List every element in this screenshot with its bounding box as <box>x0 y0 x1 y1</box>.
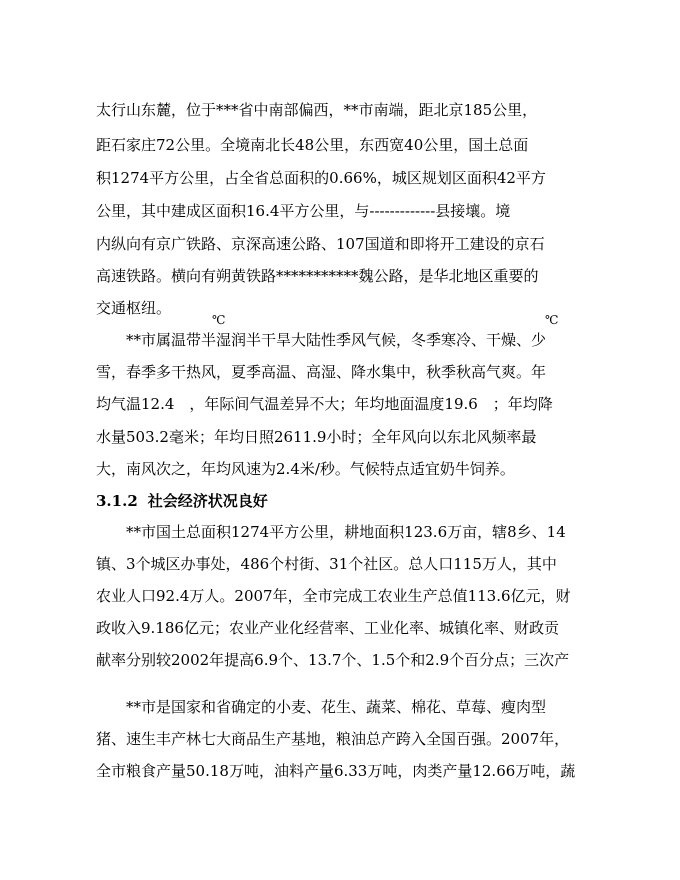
text-line: 高速铁路。横向有朔黄铁路***********魏公路，是华北地区重要的 <box>96 267 539 285</box>
text-line: 镇、3个城区办事处，486个村街、31个社区。总人口115万人，其中 <box>96 555 557 573</box>
text-line: 大，南风次之，年均风速为2.4米/秒。气候特点适宜奶牛饲养。 <box>96 460 515 478</box>
text-line: 农业人口92.4万人。2007年，全市完成工农业生产总值113.6亿元，财 <box>96 587 571 605</box>
text-line: 均气温12.4 ，年际间气温差异不大；年均地面温度19.6 ；年均降 <box>96 395 553 413</box>
text-line: 水量503.2毫米；年均日照2611.9小时；全年风向以东北风频率最 <box>96 428 537 446</box>
degree-symbol: ℃ <box>212 313 226 327</box>
section-number: 3.1.2 <box>96 492 138 510</box>
text-line: 全市粮食产量50.18万吨，油料产量6.33万吨，肉类产量12.66万吨，蔬 <box>96 762 576 780</box>
text-line: 积1274平方公里，占全省总面积的0.66%，城区规划区面积42平方 <box>96 169 546 187</box>
text-line: 献率分别较2002年提高6.9个、13.7个、1.5个和2.9个百分点；三次产 <box>96 651 570 669</box>
text-line: **市是国家和省确定的小麦、花生、蔬菜、棉花、草莓、瘦肉型 <box>126 698 547 716</box>
text-line: 太行山东麓，位于***省中南部偏西，**市南端，距北京185公里， <box>96 101 538 119</box>
text-line: 政收入9.186亿元；农业产业化经营率、工业化率、城镇化率、财政贡 <box>96 619 559 637</box>
text-line: 内纵向有京广铁路、京深高速公路、107国道和即将开工建设的京石 <box>96 235 545 253</box>
text-line: 距石家庄72公里。全境南北长48公里，东西宽40公里，国土总面 <box>96 136 529 154</box>
text-line: **市属温带半湿润半干旱大陆性季风气候，冬季寒冷、干燥、少 <box>126 331 547 349</box>
degree-symbol: ℃ <box>545 313 559 327</box>
text-line: 雪，春季多干热风，夏季高温、高湿、降水集中，秋季秋高气爽。年 <box>96 363 547 381</box>
section-title: 社会经济状况良好 <box>147 492 268 510</box>
section-heading <box>96 491 268 511</box>
text-line: **市国土总面积1274平方公里，耕地面积123.6万亩，辖8乡、14 <box>126 523 566 541</box>
text-line: 猪、速生丰产林七大商品生产基地，粮油总产跨入全国百强。2007年， <box>96 730 570 748</box>
text-line: 交通枢纽。 <box>96 299 172 317</box>
text-line: 公里，其中建成区面积16.4平方公里，与-------------县接壤。境 <box>96 202 511 220</box>
